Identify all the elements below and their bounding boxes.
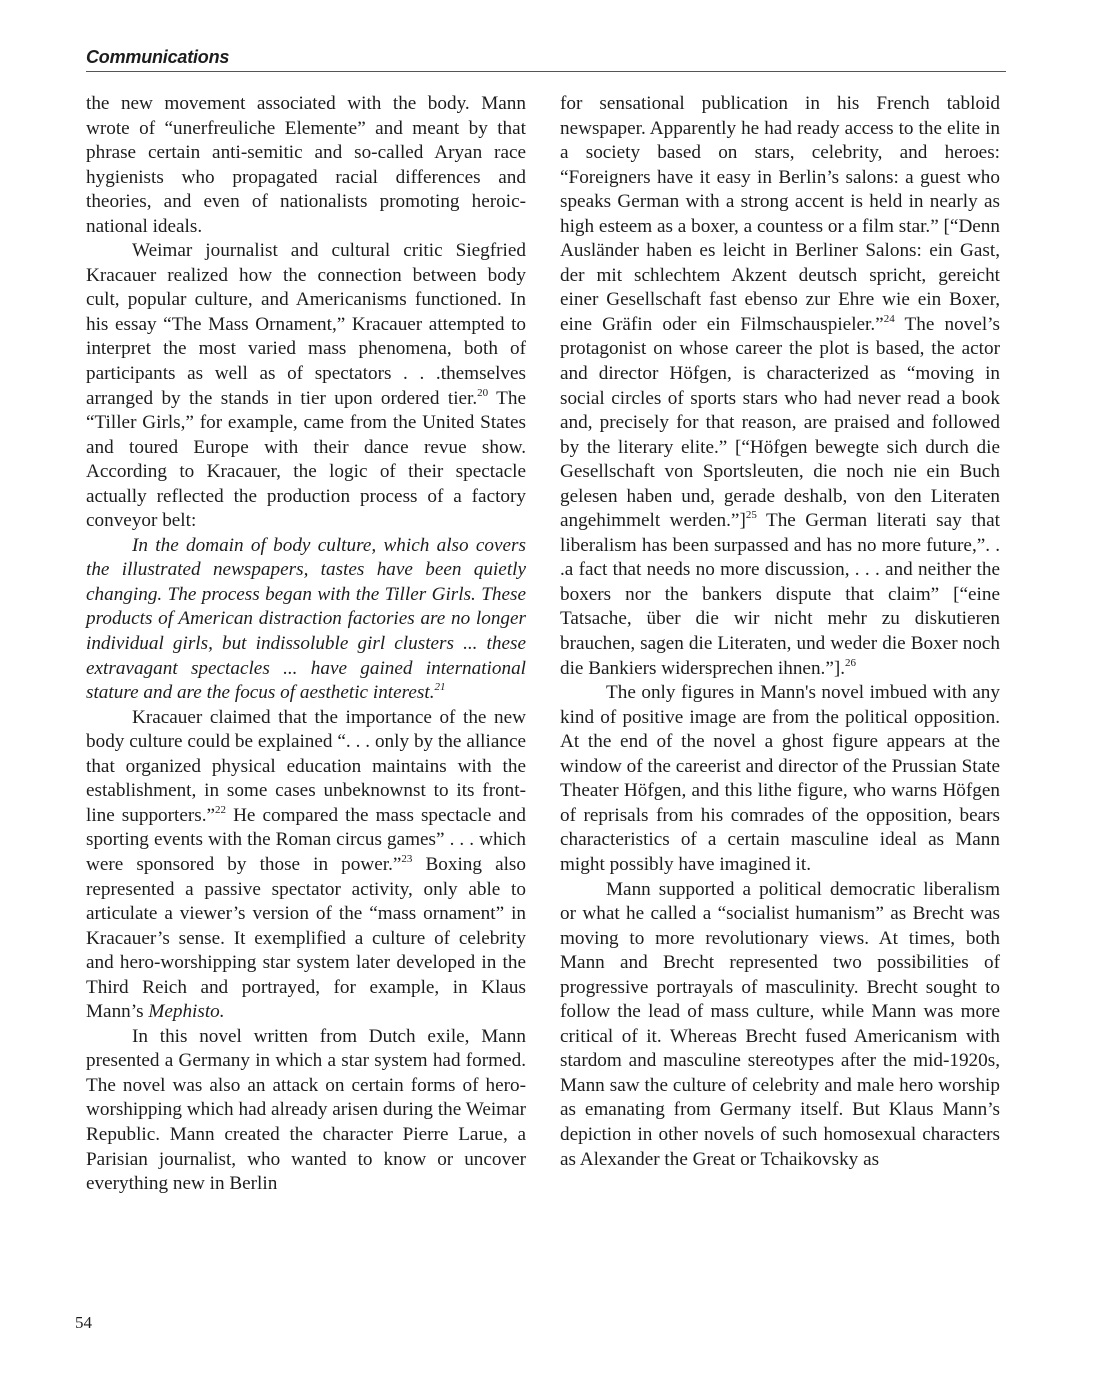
text-run: for sensational publication in his French tabloid newspaper. Apparently he had ready access to the elite in a society based on stars, celebrity, and heroes: “Foreigners have it easy in Berlin’s salons: a guest who speaks German with a strong accent is held in nearly as high esteem as a boxer, a countess or a film star.” [“Denn Ausländer haben es leicht in Berliner Salons: ein Gast, der mit schlechtem Akzent deutsch spricht, gereicht einer Gesellschaft fast ebenso zur Ehre wie ein Boxer, eine Gräfin oder ein Filmschauspieler.” <box>560 93 1000 335</box>
paragraph-continued <box>560 92 1000 681</box>
header-rule <box>86 71 1006 72</box>
running-header: Communications <box>86 47 230 67</box>
text-run: Kracauer claimed that the importance of the new body culture could be explained “. . . only by the alliance that organized physical education maintains with the establishment, in some cases unbeknownst to its front-line supporters.” <box>86 706 526 826</box>
footnote-ref-25: 25 <box>745 509 757 522</box>
block-quote <box>86 534 526 706</box>
paragraph-liberalism: Mann supported a political democratic liberalism or what he called a “socialist humanism” as Brecht was moving to more revolutionary views. At times, both Mann and Brecht represented two possibilities of progressive portrayals of masculinity. Brecht sought to follow the lead of mass culture, while Mann was more critical of it. Whereas Brecht fused Americanism with stardom and masculine stereotypes after the mid-1920s, Mann saw the culture of celebrity and male hero worship as emanating from Germany itself. But Klaus Mann’s depiction in other novels of such homosexual characters as Alexander the Great or Tchaikovsky as <box>560 878 1000 1170</box>
text-run: He compared the mass spectacle and sporting events with the Roman circus games” . . . which were sponsored by those in power.” <box>86 804 526 875</box>
paragraph-kracauer <box>86 239 526 534</box>
paragraph-opposition: The only figures in Mann's novel imbued with any kind of positive image are from the political opposition. At the end of the novel a ghost figure appears at the window of the careerist and director of the Prussian State Theater Höfgen, and this lithe figure, who warns Höfgen of reprisals from his comrades of the opposition, bears characteristics of a certain masculine ideal as Mann might possibly have imagined it. <box>560 682 1000 875</box>
footnote-ref-20: 20 <box>477 386 489 399</box>
footnote-ref-24: 24 <box>883 312 895 325</box>
footnote-ref-26: 26 <box>845 656 857 669</box>
footnote-ref-22: 22 <box>215 803 227 816</box>
text-run: The novel’s protagonist on whose career the plot is based, the actor and director Höfgen, is characterized as “moving in social circles of sports stars who had never read a book and, precisely for that reason, are praised and followed by the literary elite.” [“Höfgen bewegte sich durch die Gesellschaft von Sportsleuten, die noch nie ein Buch gelesen haben und, gerade deshalb, von den Literaten angehimmelt werden.”] <box>560 313 1000 532</box>
footnote-ref-23: 23 <box>401 852 413 865</box>
left-column <box>86 92 526 1197</box>
paragraph: the new movement associated with the body. Mann wrote of “unerfreuliche Elemente” and meant by that phrase certain anti-semitic and so-called Aryan race hygienists who propagated racial differences and theories, and even of nationalists promoting heroic-national ideals. <box>86 93 526 237</box>
footnote-ref-21: 21 <box>434 681 446 694</box>
right-column <box>560 92 1000 1172</box>
text-run: Weimar journalist and cultural critic Siegfried Kracauer realized how the connection between body cult, popular culture, and Americanisms functioned. In his essay “The Mass Ornament,” Kracauer attempted to interpret the most varied mass phenomena, both of participants as well as of spectators . . .themselves arranged by the stands in tier upon ordered tier. <box>86 240 526 409</box>
paragraph-body-culture <box>86 706 526 1025</box>
text-run: Boxing also represented a passive spectator activity, only able to articulate a viewer’s version of the “mass ornament” in Kracauer’s sense. It exemplified a culture of celebrity and hero-worshipping star system later developed in the Third Reich and portrayed, for example, in Klaus Mann’s <box>86 853 526 1023</box>
text-run: The “Tiller Girls,” for example, came from the United States and toured Europe with their dance revue show. According to Kracauer, the logic of their spectacle actually reflected the production process of a factory conveyor belt: <box>86 387 526 532</box>
text-run: The German literati say that liberalism has been surpassed and has no more future,”. . .a fact that needs no more discussion, . . . and neither the boxers nor the bankers dispute that claim” [“eine Tatsache, über die wir nicht mehr zu diskutieren brauchen, sagen die Literaten, und weder die Boxer noch die Bankiers widersprechen ihnen.”]. <box>560 510 1000 679</box>
book-title: Mephisto. <box>148 1001 225 1023</box>
paragraph-novel: In this novel written from Dutch exile, Mann presented a Germany in which a star system had formed. The novel was also an attack on certain forms of hero-worshipping which had already arisen during the Weimar Republic. Mann created the character Pierre Larue, a Parisian journalist, who wanted to know or uncover everything new in Berlin <box>86 1025 526 1195</box>
quote-text: In the domain of body culture, which also covers the illustrated newspapers, tastes have been quietly changing. The process began with the Tiller Girls. These products of American distraction factories are no longer individual girls, but indissoluble girl clusters ... these extravagant spectacles ... have gained international stature and are the focus of aesthetic interest. <box>86 534 526 704</box>
page-number: 54 <box>75 1313 92 1332</box>
